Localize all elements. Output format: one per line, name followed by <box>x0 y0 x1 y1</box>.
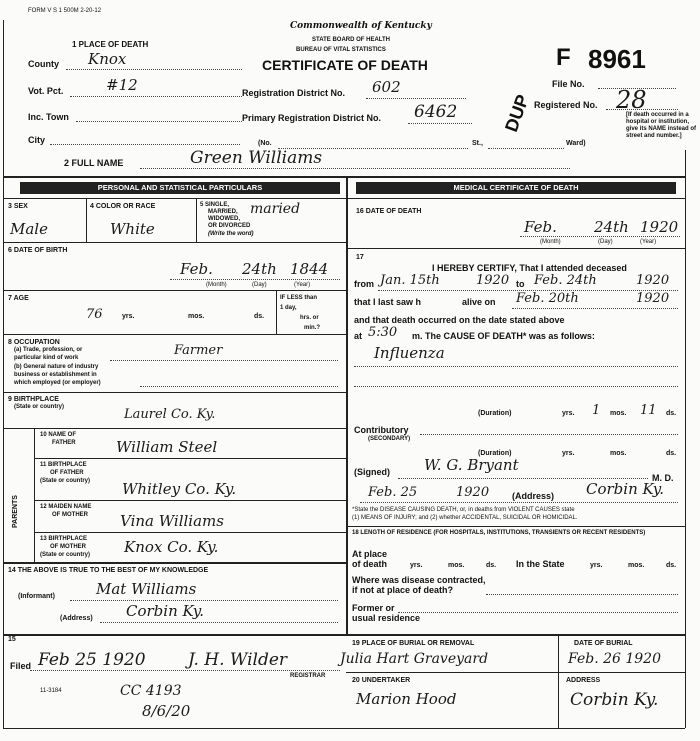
age-yrs-label: yrs. <box>122 313 135 320</box>
from-label: from <box>354 279 374 289</box>
if-less-2: 1 day, <box>280 305 297 311</box>
if-less-4: min.? <box>304 325 320 331</box>
former-residence-1: Former or <box>352 603 395 613</box>
occupation-b: (b) General nature of industry <box>14 364 99 370</box>
file-no-label: File No. <box>552 79 585 89</box>
sign-year: 1920 <box>456 485 490 500</box>
hospital-note-3: give its NAME instead of <box>626 126 697 132</box>
from-value: Jan. 15th <box>380 273 440 288</box>
dob-day-label: (Day) <box>252 282 267 288</box>
filed-value: Feb 25 1920 <box>38 650 146 670</box>
county-value: Knox <box>88 50 127 68</box>
res-mos-2: mos. <box>628 562 645 569</box>
at-place-label-2: of death <box>352 559 387 569</box>
sex-value: Male <box>10 220 48 238</box>
true-statement-label: 14 THE ABOVE IS TRUE TO THE BEST OF MY KNOWLEDGE <box>8 567 209 574</box>
marital-label-4: OR DIVORCED <box>208 223 251 229</box>
duration-ds-value: 11 <box>640 403 657 418</box>
death-occurred-text: and that death occurred on the date stated above <box>354 315 565 325</box>
from-year: 1920 <box>476 273 510 288</box>
occupation-b2: business or establishment in <box>14 372 97 378</box>
if-less-1: IF LESS than <box>280 295 318 301</box>
primary-registration-value: 6462 <box>414 102 458 122</box>
item-17-number: 17 <box>356 254 364 261</box>
burial-date-label: DATE OF BURIAL <box>574 640 633 647</box>
occupation-a2: particular kind of work <box>14 355 79 361</box>
occupation-label: 8 OCCUPATION <box>8 339 60 346</box>
hospital-note-2: hospital or institution, <box>626 119 689 125</box>
dod-year-label: (Year) <box>640 239 657 245</box>
dod-day-label: (Day) <box>598 239 613 245</box>
file-prefix: F <box>556 44 571 71</box>
marital-label-1: 5 SINGLE, <box>200 202 230 208</box>
cause-value: Influenza <box>374 344 445 362</box>
res-mos-1: mos. <box>448 562 465 569</box>
father-birthplace-label-2: OF FATHER <box>50 470 84 476</box>
mother-label-1: 12 MAIDEN NAME <box>40 504 92 510</box>
undertaker-label: 20 UNDERTAKER <box>352 677 411 684</box>
certify-text: I HEREBY CERTIFY, That I attended deceased <box>432 263 627 273</box>
dod-month: Feb. <box>524 218 557 236</box>
duration-label: (Duration) <box>478 410 512 417</box>
personal-section-title: PERSONAL AND STATISTICAL PARTICULARS <box>20 182 340 194</box>
color-value: White <box>110 220 155 238</box>
mother-label-2: OF MOTHER <box>52 512 88 518</box>
registrar-signature: J. H. Wilder <box>188 650 288 670</box>
filed-number: 15 <box>8 636 16 643</box>
at-place-label-1: At place <box>352 549 388 559</box>
father-birthplace-label-1: 11 BIRTHPLACE <box>40 462 87 468</box>
occupation-b3: which employed (or employer) <box>14 380 101 386</box>
in-the-state: In the State <box>516 559 565 569</box>
father-value: William Steel <box>116 438 218 456</box>
ward-label: Ward) <box>566 140 586 147</box>
undertaker-address-value: Corbin Ky. <box>570 690 659 710</box>
burial-label: 19 PLACE OF BURIAL OR REMOVAL <box>352 640 475 647</box>
board-title: STATE BOARD OF HEALTH <box>312 37 390 43</box>
primary-registration-label: Primary Registration District No. <box>242 113 382 123</box>
signed-label: (Signed) <box>354 467 390 477</box>
informant-label: (Informant) <box>18 593 55 600</box>
duration-ds: ds. <box>666 410 677 417</box>
place-of-death-title: 1 PLACE OF DEATH <box>72 40 149 49</box>
father-birthplace-value: Whitley Co. Ky. <box>122 480 237 498</box>
age-label: 7 AGE <box>8 295 29 302</box>
at-value: 5:30 <box>368 325 398 340</box>
vot-pct-label: Vot. Pct. <box>28 86 64 96</box>
burial-date-value: Feb. 26 1920 <box>568 651 661 667</box>
footer-code: 11-3184 <box>40 688 62 694</box>
age-mos-label: mos. <box>188 313 205 320</box>
sign-date: Feb. 25 <box>368 485 418 500</box>
cc-number: CC 4193 <box>120 683 182 699</box>
last-saw-year: 1920 <box>636 291 670 306</box>
county-label: County <box>28 59 59 69</box>
full-name-label: 2 FULL NAME <box>64 158 124 168</box>
duration-mos-value: 1 <box>592 403 601 418</box>
mother-birthplace-label-1: 13 BIRTHPLACE <box>40 536 88 542</box>
dob-month-label: (Month) <box>206 282 227 288</box>
informant-address-label: (Address) <box>60 615 93 622</box>
former-residence-2: usual residence <box>352 613 421 623</box>
commonwealth-title: Commonwealth of Kentucky <box>290 21 432 31</box>
mother-birthplace-label-3: (State or country) <box>40 552 91 558</box>
birthplace-sub: (State or country) <box>14 404 65 410</box>
marital-value: maried <box>250 201 301 217</box>
duration-mos-2: mos. <box>610 450 627 457</box>
hospital-note-1: [If death occurred in a <box>626 112 689 118</box>
bottom-border <box>3 728 685 729</box>
full-name-value: Green Williams <box>190 148 323 168</box>
duration-mos: mos. <box>610 410 627 417</box>
duration-label-2: (Duration) <box>478 450 512 457</box>
parents-label: PARENTS <box>12 495 19 528</box>
burial-value: Julia Hart Graveyard <box>340 651 489 667</box>
registrar-label: REGISTRAR <box>290 673 326 679</box>
color-label: 4 COLOR OR RACE <box>90 203 156 210</box>
inc-town-label: Inc. Town <box>28 112 69 122</box>
last-saw-text: that I last saw h <box>354 297 422 307</box>
dod-label: 16 DATE OF DEATH <box>356 208 422 215</box>
occupation-a: (a) Trade, profession, or <box>14 347 83 353</box>
mother-birthplace-label-2: OF MOTHER <box>50 544 86 550</box>
father-birthplace-label-3: (State or country) <box>40 478 91 484</box>
handwritten-date: 8/6/20 <box>142 702 191 720</box>
informant-address-value: Corbin Ky. <box>126 602 205 620</box>
duration-yrs-2: yrs. <box>562 450 575 457</box>
registration-district-label: Registration District No. <box>242 88 346 98</box>
res-yrs-2: yrs. <box>590 562 603 569</box>
filed-label: Filed <box>10 661 32 671</box>
registration-district-value: 602 <box>372 78 401 96</box>
marital-label-3: WIDOWED, <box>208 216 240 222</box>
undertaker-value: Marion Hood <box>356 690 457 708</box>
footnote-2: (1) MEANS OF INJURY; and (2) whether ACCIDENTAL, SUICIDAL OR HOMICIDAL. <box>352 515 578 521</box>
secondary-label: (SECONDARY) <box>368 436 411 442</box>
dod-year: 1920 <box>640 218 679 236</box>
sign-address-label: (Address) <box>512 491 555 501</box>
res-yrs-1: yrs. <box>410 562 423 569</box>
to-year: 1920 <box>636 273 670 288</box>
marital-label-5: (Write the word) <box>208 231 254 237</box>
father-label-2: FATHER <box>52 440 76 446</box>
medical-section-title: MEDICAL CERTIFICATE OF DEATH <box>356 182 676 194</box>
alive-on-text: alive on <box>462 297 496 307</box>
vot-pct-value: #12 <box>106 76 138 94</box>
where-contracted-2: if not at place of death? <box>352 585 454 595</box>
birthplace-value: Laurel Co. Ky. <box>124 407 216 422</box>
if-less-3: hrs. or <box>300 315 319 321</box>
sign-address-value: Corbin Ky. <box>586 480 665 498</box>
at-label: at <box>354 331 363 341</box>
no-label: (No. <box>258 140 272 147</box>
form-code: FORM V S 1 500M 2-20-12 <box>28 8 102 14</box>
dob-month: Feb. <box>180 260 213 278</box>
hospital-note-4: street and number.] <box>626 133 682 139</box>
to-label: to <box>516 279 525 289</box>
file-number: 8961 <box>588 44 646 74</box>
dob-year: 1844 <box>290 260 329 278</box>
where-contracted-1: Where was disease contracted, <box>352 575 486 585</box>
undertaker-address-label: ADDRESS <box>566 677 601 684</box>
mother-birthplace-value: Knox Co. Ky. <box>124 538 219 556</box>
dod-day: 24th <box>594 218 629 236</box>
occupation-value: Farmer <box>174 343 223 358</box>
md-label: M. D. <box>652 473 674 483</box>
cause-text: m. The CAUSE OF DEATH* was as follows: <box>412 331 595 341</box>
duration-yrs: yrs. <box>562 410 575 417</box>
right-border <box>685 150 686 728</box>
st-label: St., <box>472 140 483 147</box>
duplicate-stamp: DUP <box>501 91 533 135</box>
registered-no-value: 28 <box>616 86 647 114</box>
last-saw-value: Feb. 20th <box>516 291 579 306</box>
sex-label: 3 SEX <box>8 203 28 210</box>
to-value: Feb. 24th <box>534 273 597 288</box>
residence-label: 18 LENGTH OF RESIDENCE (FOR HOSPITALS, INSTITUTIONS, TRANSIENTS OR RECENT RESIDENTS) <box>352 530 646 536</box>
dob-year-label: (Year) <box>294 282 311 288</box>
informant-value: Mat Williams <box>96 580 197 598</box>
res-ds-2: ds. <box>666 562 677 569</box>
age-ds-label: ds. <box>254 313 265 320</box>
registered-no-label: Registered No. <box>534 100 598 110</box>
signed-value: W. G. Bryant <box>424 456 519 474</box>
certificate-title: CERTIFICATE OF DEATH <box>262 57 428 73</box>
marital-label-2: MARRIED, <box>208 209 238 215</box>
res-ds-1: ds. <box>486 562 497 569</box>
mother-value: Vina Williams <box>120 512 224 530</box>
dob-day: 24th <box>242 260 277 278</box>
age-value: 76 <box>86 307 103 322</box>
dob-label: 6 DATE OF BIRTH <box>8 247 68 254</box>
bureau-title: BUREAU OF VITAL STATISTICS <box>296 47 386 53</box>
birthplace-label: 9 BIRTHPLACE <box>8 396 59 403</box>
contributory-label: Contributory <box>354 425 409 435</box>
city-label: City <box>28 135 46 145</box>
footnote-1: *State the DISEASE CAUSING DEATH, or, in deaths from VIOLENT CAUSES state <box>352 507 575 513</box>
duration-ds-2: ds. <box>666 450 677 457</box>
dod-month-label: (Month) <box>540 239 561 245</box>
father-label-1: 10 NAME OF <box>40 432 77 438</box>
left-border <box>3 20 4 728</box>
